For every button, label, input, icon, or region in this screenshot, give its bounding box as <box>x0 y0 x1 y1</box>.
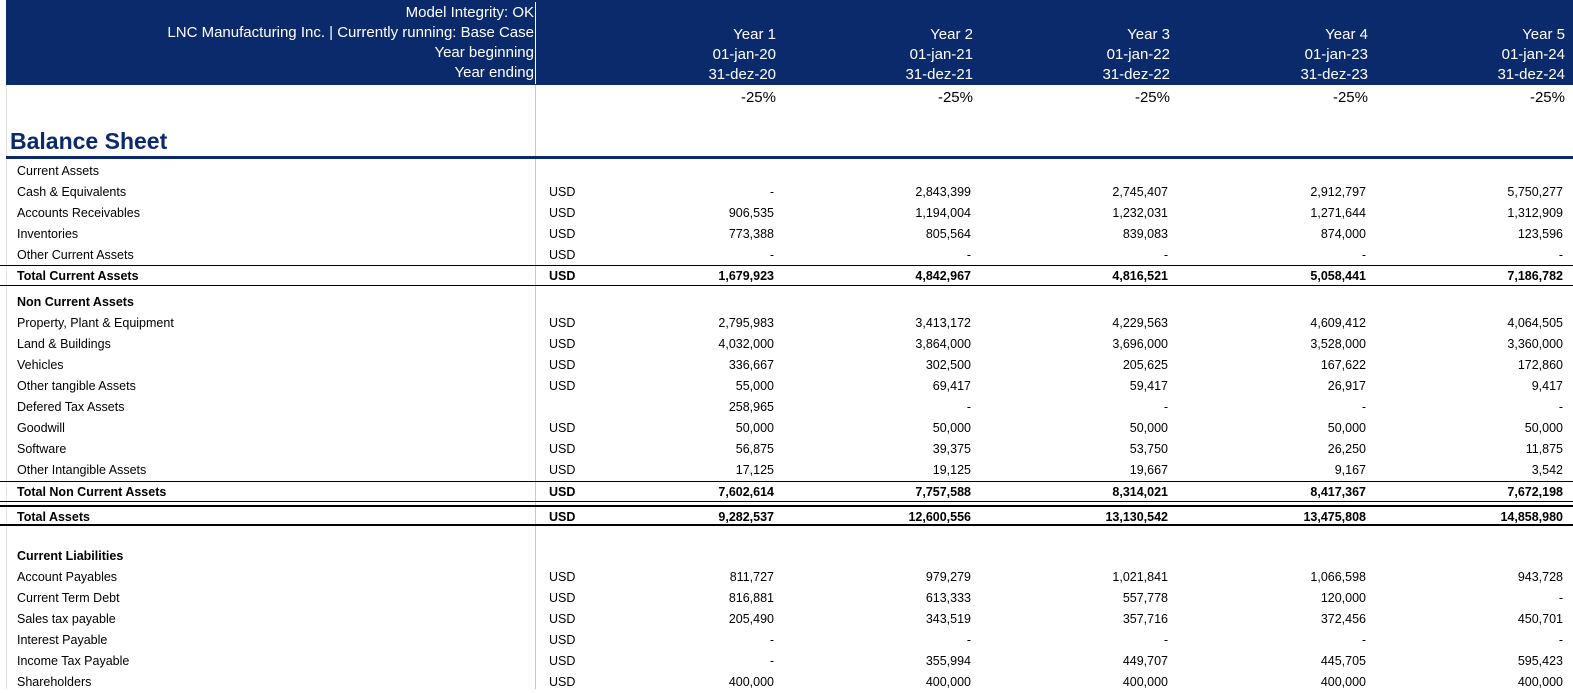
year-end: 31-dez-21 <box>853 65 973 86</box>
cell-year-1[interactable]: 9,282,537 <box>718 510 774 524</box>
table-row[interactable] <box>0 292 1573 313</box>
row-label: Property, Plant & Equipment <box>17 316 174 330</box>
cell-year-2[interactable]: 19,125 <box>932 463 971 477</box>
cell-year-1[interactable]: 4,032,000 <box>718 337 774 351</box>
cell-year-3[interactable]: 357,716 <box>1122 612 1168 626</box>
section-rule <box>6 156 1573 159</box>
cell-year-4[interactable]: 5,058,441 <box>1310 269 1366 283</box>
cell-year-2[interactable]: 69,417 <box>932 379 971 393</box>
cell-year-5[interactable]: 9,417 <box>1531 379 1563 393</box>
table-row[interactable] <box>0 630 1573 651</box>
row-unit: USD <box>549 337 576 351</box>
cell-year-1[interactable]: 17,125 <box>735 463 774 477</box>
cell-year-3[interactable]: - <box>1163 400 1168 414</box>
growth-year-1[interactable]: -25% <box>740 89 776 106</box>
table-row[interactable] <box>0 546 1573 567</box>
table-row[interactable] <box>0 224 1573 245</box>
row-label: Defered Tax Assets <box>17 400 125 414</box>
row-unit: USD <box>549 570 576 584</box>
row-label: Interest Payable <box>17 633 108 647</box>
cell-year-4[interactable]: - <box>1361 633 1366 647</box>
row-label: Non Current Assets <box>17 295 134 309</box>
year-1-header[interactable] <box>656 25 776 86</box>
year-begin: 01-jan-22 <box>1106 46 1170 63</box>
cell-year-1[interactable]: 816,881 <box>728 591 774 605</box>
growth-year-5[interactable]: -25% <box>1529 89 1565 106</box>
cell-year-4[interactable]: 26,917 <box>1327 379 1366 393</box>
cell-year-2[interactable]: 400,000 <box>925 675 971 689</box>
year-ending-label[interactable]: Year ending <box>454 64 534 81</box>
row-unit: USD <box>549 510 576 524</box>
cell-year-1[interactable]: 55,000 <box>735 379 774 393</box>
year-end: 31-dez-24 <box>1443 65 1565 86</box>
row-unit: USD <box>549 463 576 477</box>
year-end: 31-dez-23 <box>1248 65 1368 86</box>
cell-year-1[interactable]: - <box>769 633 774 647</box>
cell-year-2[interactable]: - <box>966 633 971 647</box>
row-label: Total Non Current Assets <box>17 485 167 499</box>
row-label: Sales tax payable <box>17 612 116 626</box>
cell-year-5[interactable]: 943,728 <box>1517 570 1563 584</box>
table-row[interactable] <box>0 672 1573 693</box>
row-label: Accounts Receivables <box>17 206 140 220</box>
year-begin: 01-jan-23 <box>1304 46 1368 63</box>
cell-year-5[interactable]: - <box>1558 248 1563 262</box>
cell-year-1[interactable]: 2,795,983 <box>718 316 774 330</box>
cell-year-2[interactable]: 3,413,172 <box>915 316 971 330</box>
cell-year-1[interactable]: 400,000 <box>728 675 774 689</box>
cell-year-4[interactable]: 2,912,797 <box>1310 185 1366 199</box>
cell-year-4[interactable]: 167,622 <box>1320 358 1366 372</box>
table-row[interactable] <box>0 481 1573 502</box>
cell-year-3[interactable]: 13,130,542 <box>1105 510 1168 524</box>
cell-year-4[interactable]: 372,456 <box>1320 612 1366 626</box>
row-label: Total Assets <box>17 510 90 524</box>
cell-year-3[interactable]: 839,083 <box>1122 227 1168 241</box>
cell-year-4[interactable]: 120,000 <box>1320 591 1366 605</box>
cell-year-3[interactable]: 400,000 <box>1122 675 1168 689</box>
cell-year-5[interactable]: 5,750,277 <box>1507 185 1563 199</box>
cell-year-3[interactable]: 53,750 <box>1129 442 1168 456</box>
company-scenario-label[interactable]: LNC Manufacturing Inc. | Currently running: Base Case <box>167 24 534 41</box>
year-begin: 01-jan-20 <box>712 46 776 63</box>
growth-year-2[interactable]: -25% <box>937 89 973 106</box>
cell-year-1[interactable]: 1,679,923 <box>718 269 774 283</box>
year-label: Year 3 <box>1127 26 1170 43</box>
cell-year-2[interactable]: 1,194,004 <box>915 206 971 220</box>
cell-year-3[interactable]: 59,417 <box>1129 379 1168 393</box>
cell-year-1[interactable]: - <box>769 654 774 668</box>
table-row[interactable] <box>0 376 1573 397</box>
cell-year-5[interactable]: 3,542 <box>1531 463 1563 477</box>
header-band <box>6 0 1573 85</box>
year-end: 31-dez-22 <box>1050 65 1170 86</box>
cell-year-2[interactable]: 805,564 <box>925 227 971 241</box>
row-label: Other tangible Assets <box>17 379 136 393</box>
section-title[interactable]: Balance Sheet <box>10 128 168 154</box>
cell-year-4[interactable]: 874,000 <box>1320 227 1366 241</box>
row-unit: USD <box>549 248 576 262</box>
cell-year-2[interactable]: 4,842,967 <box>915 269 971 283</box>
row-label: Other Current Assets <box>17 248 134 262</box>
cell-year-5[interactable]: 123,596 <box>1517 227 1563 241</box>
cell-year-1[interactable]: 773,388 <box>728 227 774 241</box>
cell-year-5[interactable]: 400,000 <box>1517 675 1563 689</box>
table-row[interactable] <box>0 245 1573 266</box>
cell-year-3[interactable]: - <box>1163 248 1168 262</box>
cell-year-4[interactable]: 3,528,000 <box>1310 337 1366 351</box>
cell-year-5[interactable]: - <box>1558 400 1563 414</box>
row-label: Software <box>17 442 67 456</box>
table-row[interactable] <box>0 203 1573 224</box>
table-row[interactable] <box>0 567 1573 588</box>
row-unit: USD <box>549 591 576 605</box>
row-unit: USD <box>549 185 576 199</box>
growth-year-3[interactable]: -25% <box>1134 89 1170 106</box>
growth-year-4[interactable]: -25% <box>1332 89 1368 106</box>
cell-year-5[interactable]: 172,860 <box>1517 358 1563 372</box>
row-unit: USD <box>549 358 576 372</box>
year-5-header[interactable] <box>1443 25 1565 86</box>
table-row[interactable] <box>0 334 1573 355</box>
cell-year-5[interactable]: - <box>1558 591 1563 605</box>
year-end: 31-dez-20 <box>656 65 776 86</box>
row-label: Goodwill <box>17 421 65 435</box>
cell-year-5[interactable]: 50,000 <box>1524 421 1563 435</box>
year-3-header[interactable] <box>1050 25 1170 86</box>
model-integrity-label[interactable]: Model Integrity: OK <box>405 4 534 21</box>
cell-year-3[interactable]: 205,625 <box>1122 358 1168 372</box>
year-label: Year 5 <box>1522 26 1565 43</box>
cell-year-2[interactable]: 355,994 <box>925 654 971 668</box>
cell-year-4[interactable]: 1,271,644 <box>1310 206 1366 220</box>
cell-year-2[interactable]: - <box>966 248 971 262</box>
row-unit: USD <box>549 612 576 626</box>
row-unit: USD <box>549 269 576 283</box>
cell-year-3[interactable]: 449,707 <box>1122 654 1168 668</box>
cell-year-3[interactable]: 557,778 <box>1122 591 1168 605</box>
row-label: Inventories <box>17 227 79 241</box>
row-label: Vehicles <box>17 358 64 372</box>
row-unit: USD <box>549 316 576 330</box>
cell-year-3[interactable]: 3,696,000 <box>1112 337 1168 351</box>
cell-year-5[interactable]: 14,858,980 <box>1500 510 1563 524</box>
row-label: Land & Buildings <box>17 337 111 351</box>
row-unit: USD <box>549 654 576 668</box>
row-unit: USD <box>549 206 576 220</box>
cell-year-4[interactable]: - <box>1361 248 1366 262</box>
cell-year-3[interactable]: 19,667 <box>1129 463 1168 477</box>
cell-year-2[interactable]: 7,757,588 <box>915 485 971 499</box>
row-unit: USD <box>549 421 576 435</box>
cell-year-3[interactable]: 1,021,841 <box>1112 570 1168 584</box>
year-label: Year 4 <box>1325 26 1368 43</box>
cell-year-5[interactable]: - <box>1558 633 1563 647</box>
cell-year-2[interactable]: 302,500 <box>925 358 971 372</box>
table-row[interactable] <box>0 588 1573 609</box>
row-label: Account Payables <box>17 570 118 584</box>
cell-year-3[interactable]: - <box>1163 633 1168 647</box>
table-row[interactable] <box>0 418 1573 439</box>
table-row[interactable] <box>0 265 1573 286</box>
cell-year-3[interactable]: 2,745,407 <box>1112 185 1168 199</box>
cell-year-1[interactable]: - <box>769 185 774 199</box>
row-label: Current Liabilities <box>17 549 124 563</box>
cell-year-4[interactable]: 400,000 <box>1320 675 1366 689</box>
cell-year-1[interactable]: 50,000 <box>735 421 774 435</box>
cell-year-4[interactable]: 26,250 <box>1327 442 1366 456</box>
row-label: Other Intangible Assets <box>17 463 147 477</box>
row-unit: USD <box>549 227 576 241</box>
cell-year-4[interactable]: 50,000 <box>1327 421 1366 435</box>
table-row[interactable] <box>0 609 1573 630</box>
year-label: Year 1 <box>733 26 776 43</box>
cell-year-3[interactable]: 8,314,021 <box>1112 485 1168 499</box>
cell-year-3[interactable]: 4,229,563 <box>1112 316 1168 330</box>
cell-year-2[interactable]: 39,375 <box>932 442 971 456</box>
row-unit: USD <box>549 485 576 499</box>
row-label: Income Tax Payable <box>17 654 130 668</box>
year-label: Year 2 <box>930 26 973 43</box>
cell-year-2[interactable]: 50,000 <box>932 421 971 435</box>
table-row[interactable] <box>0 651 1573 672</box>
table-row[interactable] <box>0 397 1573 418</box>
cell-year-5[interactable]: 595,423 <box>1517 654 1563 668</box>
cell-year-3[interactable]: 50,000 <box>1129 421 1168 435</box>
cell-year-2[interactable]: 2,843,399 <box>915 185 971 199</box>
row-label: Current Term Debt <box>17 591 120 605</box>
cell-year-1[interactable]: 336,667 <box>728 358 774 372</box>
header-labels <box>6 3 534 83</box>
cell-year-1[interactable]: 258,965 <box>728 400 774 414</box>
cell-year-1[interactable]: 56,875 <box>735 442 774 456</box>
row-label: Cash & Equivalents <box>17 185 127 199</box>
year-beginning-label[interactable]: Year beginning <box>434 44 534 61</box>
cell-year-4[interactable]: - <box>1361 400 1366 414</box>
cell-year-2[interactable]: 343,519 <box>925 612 971 626</box>
row-unit: USD <box>549 442 576 456</box>
cell-year-4[interactable]: 445,705 <box>1320 654 1366 668</box>
year-begin: 01-jan-24 <box>1501 46 1565 63</box>
year-begin: 01-jan-21 <box>909 46 973 63</box>
table-row[interactable] <box>0 355 1573 376</box>
table-row[interactable] <box>0 313 1573 334</box>
cell-year-1[interactable]: 811,727 <box>729 570 774 584</box>
cell-year-2[interactable]: 3,864,000 <box>915 337 971 351</box>
cell-year-4[interactable]: 13,475,808 <box>1303 510 1366 524</box>
cell-year-3[interactable]: 4,816,521 <box>1112 269 1168 283</box>
cell-year-2[interactable]: 613,333 <box>925 591 971 605</box>
cell-year-1[interactable]: 7,602,614 <box>718 485 774 499</box>
row-label: Total Current Assets <box>17 269 139 283</box>
header-separator <box>535 2 536 84</box>
cell-year-2[interactable]: 12,600,556 <box>908 510 971 524</box>
cell-year-5[interactable]: 450,701 <box>1517 612 1563 626</box>
table-row[interactable] <box>0 182 1573 203</box>
table-row[interactable] <box>0 161 1573 182</box>
row-label: Shareholders <box>17 675 92 689</box>
cell-year-2[interactable]: - <box>966 400 971 414</box>
cell-year-5[interactable]: 1,312,909 <box>1507 206 1563 220</box>
cell-year-1[interactable]: - <box>769 248 774 262</box>
row-label: Current Assets <box>17 164 99 178</box>
cell-year-1[interactable]: 906,535 <box>728 206 774 220</box>
table-row[interactable] <box>0 439 1573 460</box>
cell-year-4[interactable]: 4,609,412 <box>1310 316 1366 330</box>
year-4-header[interactable] <box>1248 25 1368 86</box>
cell-year-4[interactable]: 8,417,367 <box>1310 485 1366 499</box>
row-unit: USD <box>549 675 576 689</box>
row-unit: USD <box>549 379 576 393</box>
table-row[interactable] <box>0 505 1573 526</box>
cell-year-5[interactable]: 7,186,782 <box>1507 269 1563 283</box>
cell-year-5[interactable]: 3,360,000 <box>1507 337 1563 351</box>
cell-year-4[interactable]: 9,167 <box>1334 463 1366 477</box>
year-2-header[interactable] <box>853 25 973 86</box>
cell-year-5[interactable]: 7,672,198 <box>1507 485 1563 499</box>
cell-year-5[interactable]: 11,875 <box>1525 442 1563 456</box>
cell-year-5[interactable]: 4,064,505 <box>1507 316 1563 330</box>
cell-year-1[interactable]: 205,490 <box>728 612 774 626</box>
row-unit: USD <box>549 633 576 647</box>
cell-year-2[interactable]: 979,279 <box>925 570 971 584</box>
cell-year-4[interactable]: 1,066,598 <box>1310 570 1366 584</box>
cell-year-3[interactable]: 1,232,031 <box>1112 206 1168 220</box>
table-row[interactable] <box>0 460 1573 481</box>
